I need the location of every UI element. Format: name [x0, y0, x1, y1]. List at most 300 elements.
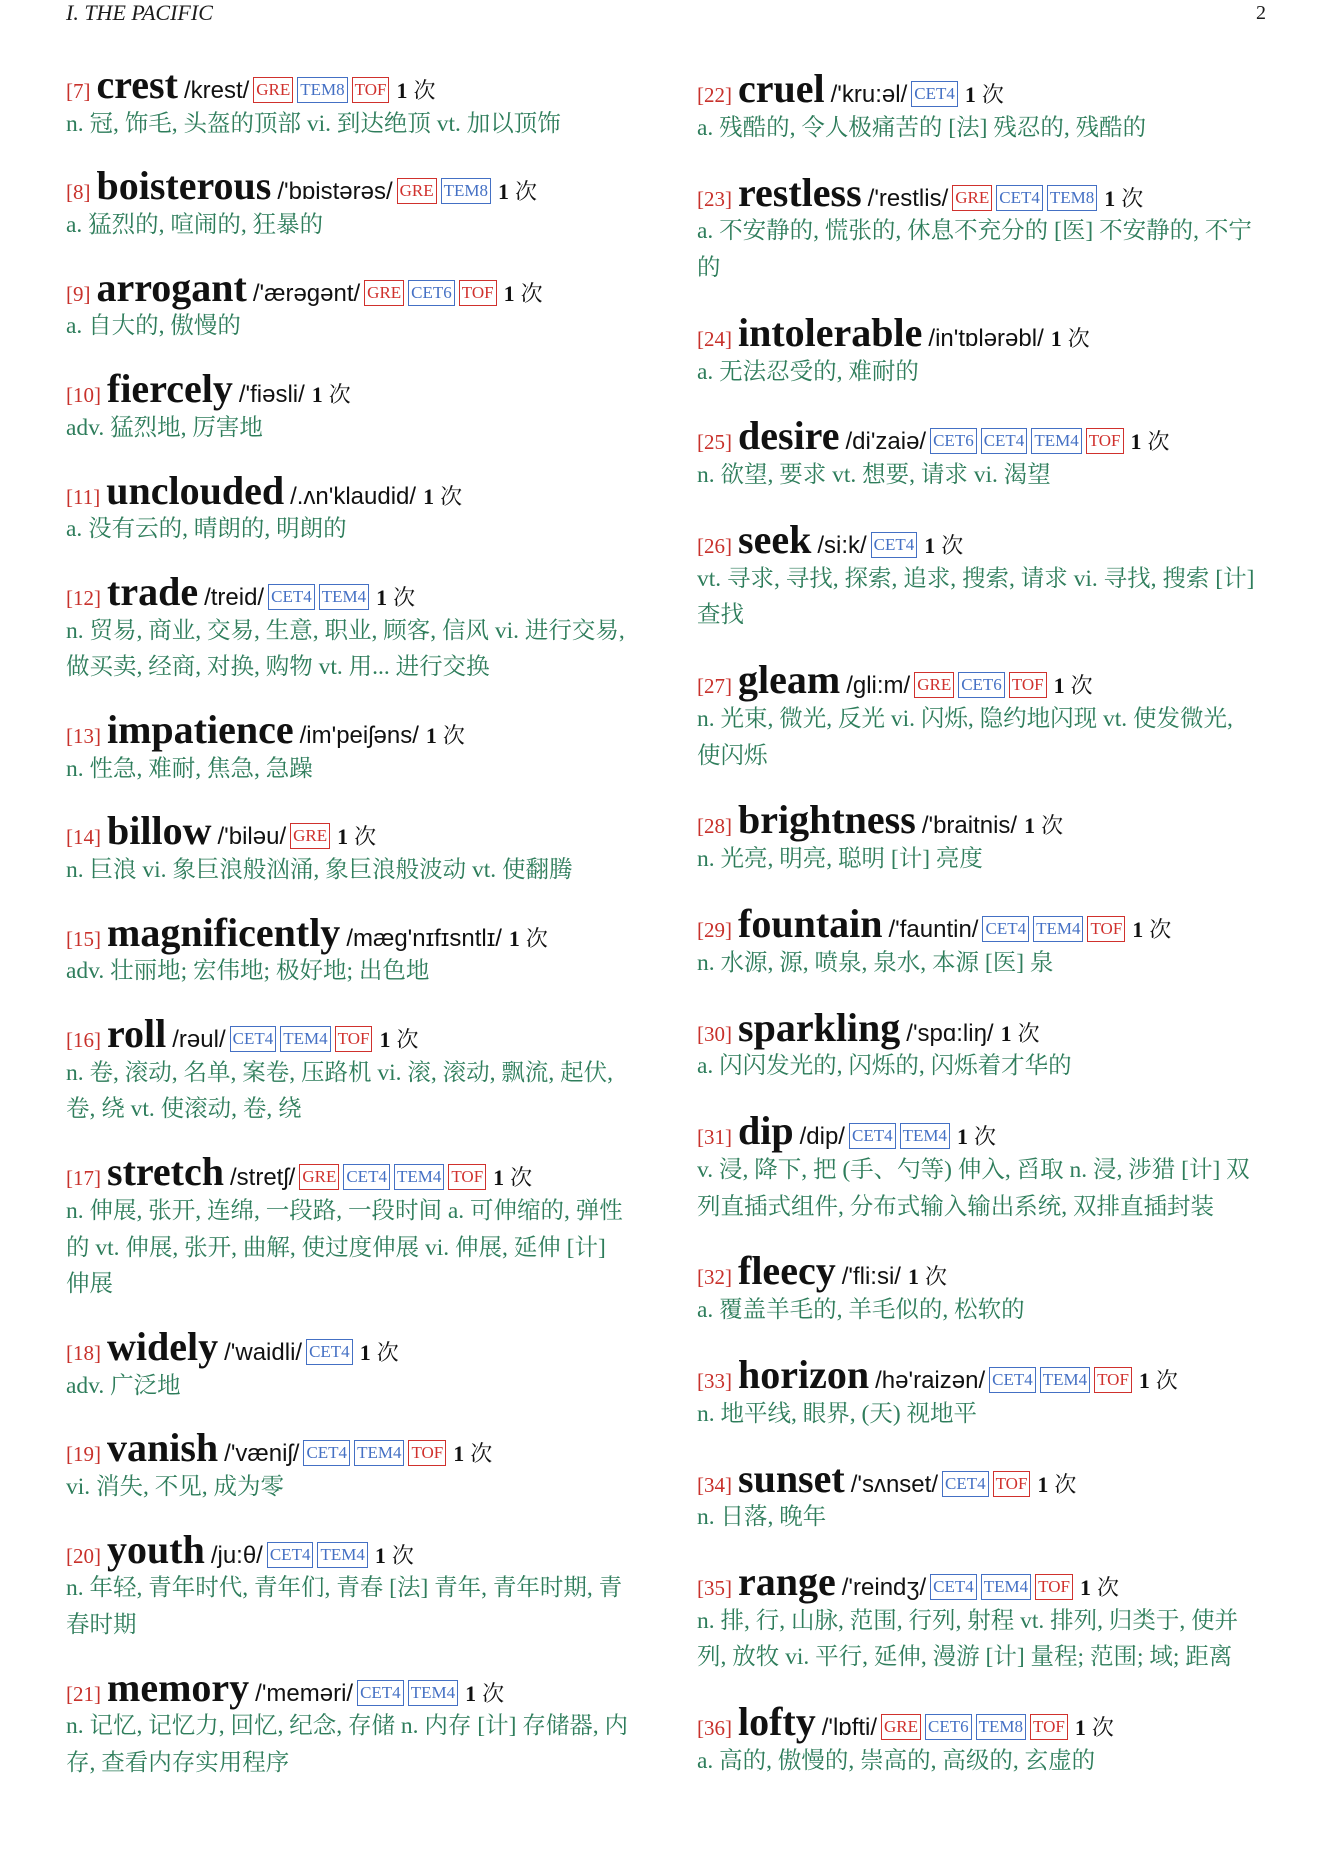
exam-tag-tem8: TEM8: [441, 178, 491, 204]
entry-number: [17]: [66, 1166, 101, 1191]
vocab-entry: [66, 1323, 666, 1404]
vocab-entry: [66, 62, 666, 142]
occurrence-unit: 次: [973, 1124, 996, 1150]
entry-headline: [697, 1248, 1266, 1294]
vocab-entry: [66, 467, 666, 548]
exam-tag-tof: TOF: [993, 1471, 1031, 1497]
definition-line: n. 排, 行, 山脉, 范围, 行列, 射程 vt. 排列, 归类于, 使并: [697, 1607, 1239, 1634]
occurrence-count: [426, 723, 465, 748]
exam-tag-gre: GRE: [881, 1714, 921, 1740]
exam-tag-cet4: CET4: [981, 428, 1028, 454]
entry-headline: [66, 909, 666, 955]
occurrence-unit: 次: [941, 532, 964, 558]
headword: range: [738, 1559, 836, 1605]
phonetic-transcription: /'bɒistərəs/: [277, 178, 393, 206]
vocab-entry: [66, 366, 666, 446]
exam-tag-tof: TOF: [335, 1026, 373, 1052]
vocab-entry: [697, 1108, 1266, 1225]
definition: [66, 1055, 666, 1128]
occurrence-number: 1: [498, 179, 510, 205]
exam-tag-tem8: TEM8: [1047, 185, 1097, 211]
headword: brightness: [738, 797, 916, 843]
entry-number: [28]: [697, 814, 732, 839]
occurrence-unit: 次: [470, 1441, 493, 1467]
phonetic-transcription: /di'zaiə/: [845, 428, 927, 456]
exam-tag-tem4: TEM4: [317, 1542, 367, 1568]
occurrence-count: [504, 281, 543, 306]
definition: [697, 354, 1266, 391]
exam-tag-cet4: CET4: [871, 532, 918, 558]
exam-tag-tem4: TEM4: [900, 1123, 950, 1149]
entry-headline: [66, 62, 666, 107]
definition-line: 列, 放牧 vi. 平行, 延伸, 漫游 [计] 量程; 范围; 域; 距离: [697, 1644, 1233, 1671]
occurrence-count: [498, 179, 537, 204]
definition-line: a. 覆盖羊毛的, 羊毛似的, 松软的: [697, 1297, 1025, 1324]
definition: [66, 852, 666, 889]
occurrence-number: 1: [311, 382, 323, 408]
definition-line: 使闪烁: [697, 742, 768, 769]
occurrence-unit: 次: [1070, 673, 1093, 699]
phonetic-transcription: /'braitnis/: [921, 812, 1018, 840]
headword: dip: [738, 1108, 794, 1154]
headword: youth: [107, 1526, 205, 1572]
exam-tag-cet6: CET6: [408, 280, 455, 306]
occurrence-number: 1: [1138, 1367, 1150, 1393]
occurrence-number: 1: [453, 1441, 465, 1467]
occurrence-number: 1: [1079, 1575, 1091, 1601]
exam-tag-cet4: CET4: [230, 1026, 277, 1052]
definition: [66, 308, 666, 345]
definition-line: n. 欲望, 要求 vt. 想要, 请求 vi. 渴望: [697, 462, 1051, 489]
entry-headline: [697, 1699, 1266, 1745]
headword: trade: [107, 568, 199, 614]
phonetic-transcription: /gli:m/: [846, 672, 911, 700]
definition: [697, 841, 1266, 878]
phonetic-transcription: /'sʌnset/: [850, 1470, 938, 1498]
definition-line: n. 伸展, 张开, 连绵, 一段路, 一段时间 a. 可伸缩的, 弹性: [66, 1197, 623, 1224]
entry-headline: [697, 66, 1266, 111]
vocab-entry: [697, 1351, 1266, 1432]
occurrence-count: [1024, 813, 1063, 838]
phonetic-transcription: /'fli:si/: [841, 1263, 901, 1291]
entry-headline: [66, 467, 666, 513]
vocab-entry: [66, 264, 666, 345]
entry-headline: [66, 163, 666, 209]
occurrence-count: [1104, 186, 1143, 211]
headword: horizon: [738, 1351, 870, 1397]
entry-number: [27]: [697, 674, 732, 699]
entry-number: [23]: [697, 186, 732, 211]
exam-tag-tem4: TEM4: [981, 1574, 1031, 1600]
occurrence-unit: 次: [510, 1165, 533, 1191]
occurrence-number: 1: [465, 1680, 477, 1706]
exam-tag-tem4: TEM4: [1031, 428, 1081, 454]
phonetic-transcription: /in'tɒlərəbl/: [928, 324, 1044, 352]
exam-tag-tem4: TEM4: [354, 1440, 404, 1466]
entry-number: [35]: [697, 1576, 732, 1601]
phonetic-transcription: /'ærəgənt/: [252, 279, 361, 307]
exam-tag-tof: TOF: [1030, 1714, 1068, 1740]
exam-tag-gre: GRE: [253, 77, 293, 103]
entry-headline: [697, 1455, 1266, 1501]
definition-line: n. 巨浪 vi. 象巨浪般汹涌, 象巨浪般波动 vt. 使翻腾: [66, 857, 573, 883]
definition: [697, 1603, 1266, 1676]
vocab-entry: [697, 1455, 1266, 1536]
definition: [66, 613, 666, 686]
entry-number: [8]: [66, 180, 91, 205]
occurrence-unit: 次: [1017, 1020, 1040, 1046]
definition-line: a. 没有云的, 晴朗的, 明朗的: [66, 516, 347, 543]
occurrence-count: [1131, 429, 1170, 454]
occurrence-unit: 次: [354, 824, 377, 850]
exam-tag-cet4: CET4: [268, 584, 315, 610]
exam-tag-tem4: TEM4: [1033, 916, 1083, 942]
definition-line: n. 冠, 饰毛, 头盔的顶部 vi. 到达绝顶 vt. 加以顶饰: [66, 110, 561, 137]
occurrence-unit: 次: [393, 584, 416, 610]
headword: gleam: [738, 657, 841, 703]
entry-headline: [66, 1011, 666, 1057]
entry-number: [32]: [697, 1265, 732, 1290]
occurrence-count: [1139, 1368, 1178, 1393]
exam-tag-gre: GRE: [299, 1164, 339, 1190]
occurrence-count: [1075, 1715, 1114, 1740]
entry-number: [26]: [697, 533, 732, 558]
page-number: 2: [1256, 2, 1266, 24]
phonetic-transcription: /'kru:əl/: [830, 81, 908, 108]
occurrence-count: [423, 484, 462, 509]
entry-headline: [697, 309, 1266, 355]
vocab-entry: [66, 808, 666, 888]
entry-number: [9]: [66, 281, 91, 306]
occurrence-unit: 次: [1149, 917, 1172, 942]
definition-line: 存, 查看内存实用程序: [66, 1750, 290, 1777]
phonetic-transcription: /'væniʃ/: [224, 1440, 300, 1468]
headword: arrogant: [96, 264, 247, 310]
definition-line: a. 残酷的, 令人极痛苦的 [法] 残忍的, 残酷的: [697, 114, 1147, 141]
definition-line: n. 地平线, 眼界, (天) 视地平: [697, 1400, 978, 1427]
headword: roll: [107, 1011, 167, 1057]
exam-tag-cet4: CET4: [982, 916, 1029, 942]
entry-number: [29]: [697, 918, 732, 942]
definition: [697, 213, 1266, 286]
entry-number: [16]: [66, 1028, 101, 1053]
entry-number: [14]: [66, 825, 101, 850]
definition: [66, 1708, 666, 1781]
entry-headline: [697, 516, 1266, 562]
headword: magnificently: [107, 909, 341, 955]
phonetic-transcription: /'meməri/: [255, 1679, 354, 1707]
occurrence-number: 1: [1132, 917, 1144, 942]
vocab-entry: [697, 797, 1266, 877]
occurrence-number: 1: [374, 1542, 386, 1568]
entry-number: [19]: [66, 1442, 101, 1467]
occurrence-number: 1: [423, 483, 435, 509]
exam-tag-cet6: CET6: [930, 428, 977, 454]
occurrence-number: 1: [1024, 813, 1036, 839]
exam-tag-tof: TOF: [1094, 1367, 1132, 1393]
phonetic-transcription: /'fiəsli/: [238, 381, 305, 409]
occurrence-unit: 次: [520, 280, 543, 306]
definition-line: 的 vt. 伸展, 张开, 曲解, 使过度伸展 vi. 伸展, 延伸 [计]: [66, 1234, 606, 1261]
vocab-entry: [66, 909, 666, 990]
entry-headline: [697, 1108, 1266, 1154]
definition-line: n. 光束, 微光, 反光 vi. 闪烁, 隐约地闪现 vt. 使发微光,: [697, 705, 1233, 732]
exam-tag-cet4: CET4: [849, 1123, 896, 1149]
exam-tag-tem8: TEM8: [976, 1714, 1026, 1740]
occurrence-unit: 次: [515, 179, 538, 205]
occurrence-number: 1: [1037, 1471, 1049, 1497]
entry-headline: [697, 169, 1266, 215]
occurrence-number: 1: [1104, 185, 1116, 211]
entry-number: [24]: [697, 326, 732, 351]
occurrence-count: [1054, 673, 1093, 698]
left-column: [66, 62, 666, 1810]
phonetic-transcription: /krest/: [183, 77, 250, 104]
exam-tag-tof: TOF: [459, 280, 497, 306]
vocab-entry: [697, 169, 1266, 287]
phonetic-transcription: /treid/: [204, 583, 265, 611]
occurrence-count: [396, 78, 435, 103]
exam-tag-gre: GRE: [364, 280, 404, 306]
definition: [66, 1570, 666, 1643]
headword: lofty: [738, 1699, 816, 1745]
entry-number: [34]: [697, 1472, 732, 1497]
definition-line: vi. 消失, 不见, 成为零: [66, 1473, 285, 1500]
entry-headline: [66, 1323, 666, 1369]
vocab-entry: [66, 1526, 666, 1644]
occurrence-number: 1: [337, 824, 349, 850]
occurrence-number: 1: [907, 1264, 919, 1290]
exam-tag-tem8: TEM8: [297, 77, 347, 103]
occurrence-count: [957, 1124, 996, 1149]
occurrence-number: 1: [956, 1124, 968, 1150]
definition-line: 卷, 绕 vt. 使滚动, 卷, 绕: [66, 1096, 302, 1123]
entry-headline: [697, 413, 1266, 459]
definition: [697, 1396, 1266, 1433]
occurrence-unit: 次: [1054, 1471, 1077, 1497]
definition: [697, 1152, 1266, 1225]
exam-tag-tem4: TEM4: [319, 584, 369, 610]
vocab-entry: [697, 516, 1266, 634]
section-title: I. THE PACIFIC: [66, 0, 213, 25]
occurrence-number: 1: [425, 722, 437, 748]
entry-number: [11]: [66, 484, 101, 509]
definition-line: n. 卷, 滚动, 名单, 案卷, 压路机 vi. 滚, 滚动, 飘流, 起伏,: [66, 1059, 614, 1086]
definition: [66, 106, 666, 143]
vocab-entry: [697, 901, 1266, 981]
phonetic-transcription: /dip/: [799, 1123, 845, 1151]
vocab-entry: [697, 1248, 1266, 1328]
headword: restless: [738, 169, 862, 215]
occurrence-unit: 次: [981, 82, 1004, 107]
occurrence-count: [1037, 1472, 1076, 1497]
occurrence-unit: 次: [1096, 1575, 1119, 1601]
occurrence-number: 1: [1000, 1020, 1012, 1046]
vocab-entry: [66, 706, 666, 787]
definition-line: adv. 壮丽地; 宏伟地; 极好地; 出色地: [66, 958, 430, 985]
occurrence-count: [1132, 917, 1171, 942]
entry-headline: [697, 901, 1266, 946]
occurrence-number: 1: [1053, 673, 1065, 699]
headword: stretch: [107, 1149, 224, 1195]
entry-number: [7]: [66, 79, 91, 103]
phonetic-transcription: /'fauntin/: [888, 916, 979, 943]
occurrence-unit: 次: [525, 925, 548, 951]
definition-line: 做买卖, 经商, 对换, 购物 vt. 用... 进行交换: [66, 654, 490, 681]
phonetic-transcription: /'spɑ:liŋ/: [906, 1019, 994, 1047]
occurrence-unit: 次: [1067, 325, 1090, 351]
entry-number: [10]: [66, 383, 101, 408]
exam-tag-cet4: CET4: [357, 1680, 404, 1706]
definition: [66, 1368, 666, 1405]
entry-number: [22]: [697, 83, 732, 107]
definition-line: adv. 广泛地: [66, 1372, 181, 1399]
definition: [66, 1469, 666, 1506]
entry-number: [13]: [66, 723, 101, 748]
occurrence-number: 1: [376, 584, 388, 610]
vocab-entry: [697, 309, 1266, 390]
phonetic-transcription: /rəul/: [172, 1026, 226, 1054]
phonetic-transcription: /'reindʒ/: [841, 1574, 927, 1602]
entry-headline: [66, 1664, 666, 1710]
phonetic-transcription: /stretʃ/: [230, 1164, 296, 1192]
definition: [66, 953, 666, 990]
headword: crest: [96, 62, 178, 107]
headword: memory: [107, 1664, 250, 1710]
phonetic-transcription: /'waidli/: [224, 1338, 303, 1366]
exam-tag-cet4: CET4: [303, 1440, 350, 1466]
entry-headline: [66, 706, 666, 752]
headword: sunset: [738, 1455, 845, 1501]
occurrence-count: [337, 824, 376, 849]
definition: [66, 511, 666, 548]
exam-tag-cet4: CET4: [267, 1542, 314, 1568]
exam-tag-gre: GRE: [952, 185, 992, 211]
occurrence-unit: 次: [396, 1027, 419, 1053]
vocab-entry: [697, 66, 1266, 146]
occurrence-unit: 次: [442, 722, 465, 748]
occurrence-unit: 次: [1091, 1715, 1114, 1741]
exam-tag-gre: GRE: [290, 823, 330, 849]
vocab-entry: [697, 1004, 1266, 1085]
definition-line: 列直插式组件, 分布式输入输出系统, 双排直插封装: [697, 1193, 1214, 1220]
headword: boisterous: [96, 163, 272, 209]
phonetic-transcription: /ju:θ/: [210, 1541, 263, 1569]
entry-number: [31]: [697, 1125, 732, 1150]
occurrence-count: [1080, 1575, 1119, 1600]
occurrence-count: [379, 1027, 418, 1052]
entry-headline: [66, 366, 666, 412]
phonetic-transcription: /'lɒfti/: [821, 1714, 878, 1742]
headword: unclouded: [106, 467, 285, 513]
definition-line: 查找: [697, 602, 744, 629]
exam-tag-cet4: CET4: [930, 1574, 977, 1600]
definition-line: a. 猛烈的, 喧闹的, 狂暴的: [66, 212, 324, 239]
exam-tag-tof: TOF: [1035, 1574, 1073, 1600]
exam-tag-cet4: CET4: [996, 185, 1043, 211]
definition-line: a. 不安静的, 慌张的, 休息不充分的 [医] 不安静的, 不宁: [697, 218, 1252, 245]
definition: [697, 561, 1266, 634]
exam-tag-tof: TOF: [1087, 916, 1125, 942]
entry-headline: [697, 797, 1266, 843]
phonetic-transcription: /hə'raizən/: [875, 1366, 986, 1394]
headword: desire: [738, 413, 840, 459]
exam-tag-cet4: CET4: [343, 1164, 390, 1190]
exam-tag-tem4: TEM4: [280, 1026, 330, 1052]
occurrence-number: 1: [1050, 325, 1062, 351]
phonetic-transcription: /si:k/: [817, 531, 867, 559]
definition-line: a. 自大的, 傲慢的: [66, 313, 241, 340]
entry-headline: [66, 1425, 666, 1471]
definition: [697, 1292, 1266, 1329]
phonetic-transcription: /'restlis/: [867, 184, 949, 212]
vocab-entry: [697, 1559, 1266, 1676]
occurrence-count: [312, 382, 351, 407]
definition-line: n. 年轻, 青年时代, 青年们, 青春 [法] 青年, 青年时期, 青: [66, 1575, 623, 1602]
vocab-entry: [697, 413, 1266, 493]
entry-number: [33]: [697, 1368, 732, 1393]
definition-line: n. 水源, 源, 喷泉, 泉水, 本源 [医] 泉: [697, 949, 1054, 976]
phonetic-transcription: /mæg'nɪfɪsntlɪ/: [346, 924, 502, 952]
vocab-entry: [697, 1699, 1266, 1779]
occurrence-unit: 次: [376, 1339, 399, 1365]
exam-tag-tem4: TEM4: [408, 1680, 458, 1706]
entry-number: [21]: [66, 1681, 101, 1706]
vocab-entry: [66, 1425, 666, 1505]
entry-number: [15]: [66, 926, 101, 951]
occurrence-unit: 次: [924, 1264, 947, 1290]
definition: [697, 1048, 1266, 1085]
exam-tag-cet4: CET4: [911, 81, 958, 107]
occurrence-number: 1: [359, 1339, 371, 1365]
definition-line: n. 性急, 难耐, 焦急, 急躁: [66, 755, 313, 782]
entry-headline: [66, 568, 666, 614]
vocab-entry: [66, 1149, 666, 1303]
definition-line: n. 贸易, 商业, 交易, 生意, 职业, 顾客, 信风 vi. 进行交易,: [66, 617, 625, 644]
headword: widely: [107, 1323, 219, 1369]
entry-number: [36]: [697, 1716, 732, 1741]
occurrence-count: [924, 533, 963, 558]
definition-line: a. 高的, 傲慢的, 崇高的, 高级的, 玄虚的: [697, 1748, 1096, 1774]
occurrence-unit: 次: [1147, 429, 1170, 455]
entry-number: [18]: [66, 1340, 101, 1365]
definition-line: 春时期: [66, 1612, 137, 1638]
headword: fiercely: [107, 366, 233, 412]
definition: [66, 207, 666, 244]
phonetic-transcription: /im'peiʃəns/: [299, 721, 419, 749]
occurrence-number: 1: [1074, 1715, 1086, 1741]
definition-line: a. 闪闪发光的, 闪烁的, 闪烁着才华的: [697, 1053, 1072, 1080]
occurrence-count: [1051, 326, 1090, 351]
headword: cruel: [738, 66, 825, 111]
occurrence-number: 1: [508, 925, 520, 951]
exam-tag-cet4: CET4: [306, 1339, 353, 1365]
occurrence-count: [908, 1264, 947, 1289]
phonetic-transcription: /'biləu/: [217, 823, 287, 851]
occurrence-count: [453, 1441, 492, 1466]
definition: [66, 410, 666, 447]
exam-tag-tof: TOF: [448, 1164, 486, 1190]
definition-line: 伸展: [66, 1271, 113, 1298]
occurrence-unit: 次: [482, 1680, 505, 1706]
entry-headline: [66, 808, 666, 854]
occurrence-count: [376, 585, 415, 610]
occurrence-number: 1: [396, 78, 408, 103]
occurrence-count: [375, 1543, 414, 1568]
entry-headline: [697, 1559, 1266, 1605]
occurrence-number: 1: [1130, 429, 1142, 455]
occurrence-count: [493, 1165, 532, 1190]
